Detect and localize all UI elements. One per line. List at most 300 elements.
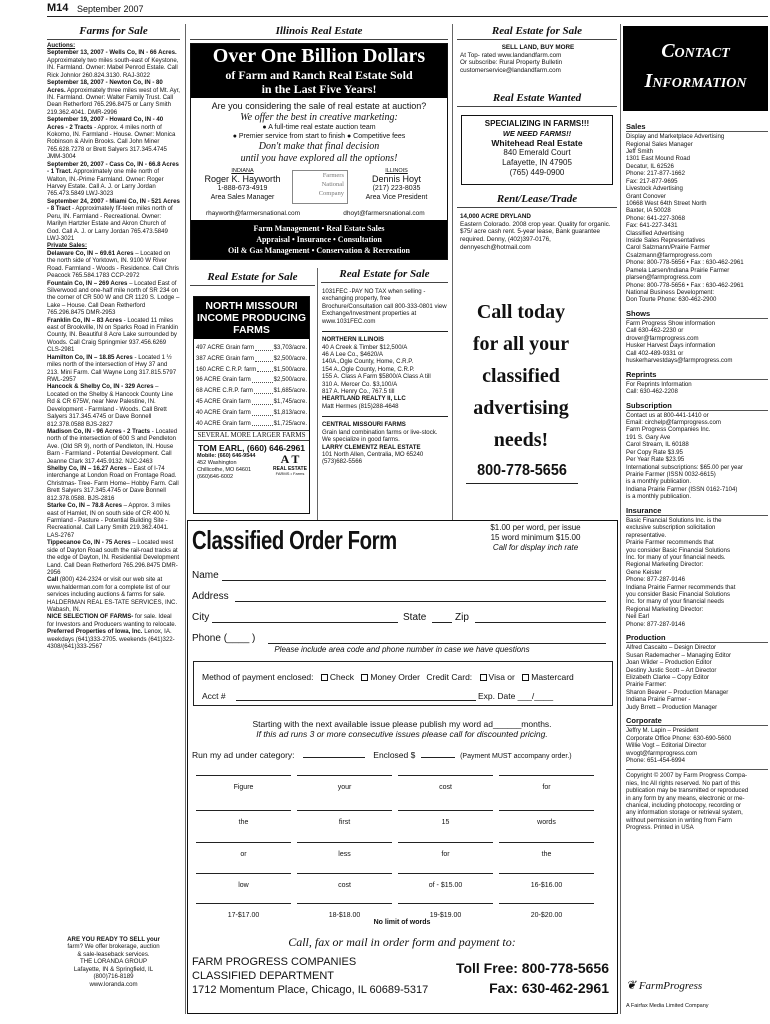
contact-line: drover@farmprogress.com	[626, 334, 699, 342]
ad-footer-line2: Appraisal • Insurance • Consultation	[256, 235, 382, 244]
nmo-farm-label: 96 ACRE Grain farm	[196, 377, 251, 384]
listing-text: – Located west side of Dayton Road south the rail-road tracks at the edge of Dayton, IN. Residential Development Land. Call Dean Retherford 765.296.8475 DMR-2956	[47, 539, 180, 576]
word-grid-line[interactable]	[196, 775, 291, 776]
nmo-farm-label: 40 ACRE Grain farm	[196, 409, 251, 416]
rent-lease-trade-heading: Rent/Lease/Trade	[457, 193, 617, 208]
publish-line2: If this ad runs 3 or more consecutive issues please call for discounted pricing.	[256, 729, 548, 739]
rate-line3: Call for display inch rate	[492, 543, 579, 552]
right-contact	[349, 168, 444, 203]
contact-line: Inc. for many of your financial needs.	[626, 553, 726, 561]
contact-line: Regional Sales Manager	[626, 140, 693, 148]
nmo-mobile: Mobile: (660) 646-9544	[197, 453, 256, 460]
loranda-line: & sale-leaseback services.	[77, 950, 150, 958]
dryland-text: Eastern Colorado. 2008 crop year. Quality for organic. $75/ acre cash rent. 5-year lease, Bank guarantee required. Denny, (402)397-0176, dennyesch@hotmail.com	[460, 220, 611, 251]
word-grid-cell: of - $15.00	[428, 882, 463, 889]
nmo-logo-sub2: FARMS • Farms	[275, 471, 305, 477]
left-email: rhayworth@farmersnational.com	[205, 209, 301, 217]
loranda-line: www.loranda.com	[89, 980, 138, 988]
contact-line: Per Copy Rate $3.95	[626, 448, 683, 456]
phone-label: Phone (____ )	[192, 633, 256, 644]
listing-paragraph	[47, 161, 180, 198]
contact-line: Corporate Office Phone: 630-690-5600	[626, 734, 732, 742]
visa-label: Visa or	[488, 672, 515, 682]
central-missouri-address: 101 North Allen, Centralia, MO 65240	[322, 451, 424, 459]
contact-line: Husker Harvest Days information	[626, 342, 716, 350]
fax-number: Fax: 630-462-2961	[489, 980, 609, 996]
farmers-national-logo	[292, 170, 348, 204]
nmo-farm-price: $1,813/acre.	[273, 409, 307, 416]
mastercard-checkbox[interactable]	[522, 674, 529, 681]
northern-illinois-line: 310 A. Mercer Co. $3,100/A	[322, 380, 398, 388]
order-form-rates	[458, 523, 613, 553]
contact-line: For Reprints Information	[626, 380, 692, 388]
call-line1: Call today	[476, 301, 566, 323]
name-label: Name	[192, 570, 219, 581]
northern-illinois-line: 817 A. Henry Co., 767.5 till	[322, 388, 395, 396]
ad-question: Are you considering the sale of real estate at auction?	[211, 101, 427, 111]
nmo-farm-price: $2,500/acre.	[273, 377, 307, 384]
state-field[interactable]	[432, 622, 452, 623]
contact-line: Per Year Rate $23.95	[626, 456, 685, 464]
nmo-price-list	[194, 339, 309, 429]
check-checkbox[interactable]	[321, 674, 328, 681]
address-field[interactable]	[235, 601, 606, 602]
word-grid-line[interactable]	[297, 873, 392, 874]
contact-line: Baxter, IA 50028	[626, 207, 671, 215]
listing-paragraph	[47, 280, 180, 317]
farmprogress-tagline: A Fairfax Media Limited Company	[626, 1003, 709, 1009]
contact-line: Farm Progress Show information	[626, 319, 716, 327]
listing-lead: Preferred Properties of Iowa, Inc.	[47, 628, 143, 636]
logo-text-2: National	[321, 180, 344, 188]
ad-line3: until you have explored all the options!	[240, 153, 398, 165]
nmo-title-2: INCOME PRODUCING	[196, 312, 307, 324]
left-state: INDIANA	[231, 167, 254, 174]
nmo-price-row	[196, 397, 307, 408]
word-grid-line[interactable]	[398, 903, 493, 904]
nmo-logo	[272, 453, 308, 477]
contact-line: Prairie Farmer:	[626, 681, 667, 689]
nmo-farm-price: $1,745/acre.	[273, 398, 307, 405]
farms-for-sale-heading: Farms for Sale	[47, 25, 180, 40]
word-grid-line[interactable]	[196, 873, 291, 874]
nmo-price-row	[196, 365, 307, 376]
right-email: dhoyt@farmersnational.com	[343, 209, 425, 217]
contact-section-heading: Production	[626, 633, 768, 643]
no-limit-label: No limit of words	[373, 919, 431, 926]
contact-line: Indiana Prairie Farmer -	[626, 696, 691, 704]
word-grid-cell: Figure	[233, 784, 254, 791]
listing-text: Approximately three miles west of Mt. Ayr, IN. Farmland. Owner: Walter Family Trust. Call Dean Retherford 765.296.8475 or Larry Smith 219.362.4041. DMR-2996	[47, 86, 180, 116]
contact-line: Gene Keister	[626, 568, 662, 576]
contact-line: Phone: 877-287-9146	[626, 576, 685, 584]
header-rule	[47, 16, 768, 17]
contact-line: International subscriptions: $65.00 per year	[626, 463, 743, 471]
nmo-farm-label: 68 ACRE C.R.P. farm	[196, 388, 253, 395]
landandfarm-ad	[460, 44, 616, 75]
nmo-dot-leader	[252, 375, 273, 383]
right-phone: (217) 223-8035	[372, 185, 421, 193]
state-label: State	[403, 612, 427, 623]
word-grid-cell: 15	[441, 819, 450, 826]
landandfarm-line4: customerservice@landandfarm.com	[460, 67, 561, 75]
contact-title-1: Contact	[661, 40, 730, 62]
listing-lead: September 13, 2007 - Wells Co, IN - 66 Acres.	[47, 49, 177, 57]
payment-label: Method of payment enclosed:	[202, 672, 314, 682]
left-phone: 1-888-673-4919	[217, 185, 268, 193]
publish-instructions	[190, 719, 614, 739]
contact-section-heading: Insurance	[626, 506, 768, 516]
ad-footer	[191, 220, 447, 259]
listing-paragraph	[47, 465, 180, 502]
mail-addr1: FARM PROGRESS COMPANIES	[192, 956, 357, 968]
listing-paragraph	[47, 628, 180, 650]
contact-line: 1301 East Mound Road	[626, 155, 691, 163]
contact-line: Phone: 800-778-5656 • Fax : 630-462-2961	[626, 281, 744, 289]
contact-line: Willie Vogt – Editorial Director	[626, 742, 707, 750]
nmo-addr2: Chillicothe, MO 64601	[197, 467, 252, 474]
word-grid-line[interactable]	[398, 842, 493, 843]
issue-date: September 2007	[77, 4, 144, 14]
listing-lead: Madison Co, IN - 96 Acres - 2 Tracts	[47, 427, 151, 435]
col3-rule-2	[322, 416, 448, 417]
enclosed-field[interactable]	[421, 757, 455, 758]
contact-line: Carol Stream, IL 60188	[626, 441, 689, 449]
listing-paragraph	[47, 242, 180, 249]
real-estate-sale-heading-3: Real Estate for Sale	[321, 268, 448, 283]
contact-line: Call: 630-462-2208	[626, 388, 678, 396]
nmo-price-row	[196, 386, 307, 397]
word-grid-cell: the	[541, 851, 552, 858]
contact-line: Regional Marketing Director:	[626, 605, 704, 613]
city-field[interactable]	[212, 622, 398, 623]
word-grid-cell: low	[238, 882, 249, 889]
phone-field[interactable]	[268, 643, 606, 644]
contact-line: Fax: 217-877-9695	[626, 177, 678, 185]
word-grid-cell: words	[537, 819, 556, 826]
category-field[interactable]	[303, 757, 365, 758]
farmprogress-logo	[626, 978, 768, 993]
contact-line: 191 S. Gary Ave	[626, 433, 671, 441]
word-grid-line[interactable]	[499, 903, 594, 904]
contact-line: wvogt@farmprogress.com	[626, 749, 698, 757]
word-grid-line[interactable]	[297, 842, 392, 843]
whitehead-line2: WE NEED FARMS!!	[502, 128, 572, 138]
listing-text: - Located north of the intersection of 600 S and Pendleton Ave. (Old SR 9), north of Pendleton, IN. House Barn - Farmland - Potential Development. Call Jeanne Clark 317.445.9132. NJC-2463	[47, 427, 178, 465]
credit-card-label: Credit Card:	[426, 672, 473, 682]
northern-illinois-line: HEARTLAND REALTY II, LLC	[322, 395, 406, 403]
word-grid-cell: 17-$17.00	[227, 912, 260, 919]
listing-lead: September 24, 2007 - Miami Co, IN - 521 Acres - 8 Tract	[47, 197, 180, 213]
word-grid-line[interactable]	[398, 810, 493, 811]
nmo-contact: TOM EARL, (660) 646-2961	[197, 442, 306, 453]
central-missouri-text: Grain land combination farms or live-stock. We specialize in good farms.	[322, 428, 438, 444]
contact-line: Copyright © 2007 by Farm Progress Compa-	[626, 772, 747, 780]
word-grid-line[interactable]	[499, 842, 594, 843]
contact-line: Phone: 641-227-3068	[626, 214, 685, 222]
whitehead-line4: 840 Emerald Court	[503, 148, 571, 158]
landandfarm-line1: SELL LAND, BUY MORE	[501, 44, 575, 51]
nmo-dot-leader	[252, 408, 273, 416]
col-divider-4	[620, 24, 621, 1014]
nmo-price-row	[196, 419, 307, 430]
listing-lead: Call	[47, 576, 59, 584]
northern-illinois-lines	[322, 344, 448, 411]
left-contact	[195, 168, 290, 203]
nmo-dot-leader	[257, 365, 272, 373]
listing-lead: September 19, 2007 - Howard Co, IN - 40 Acres - 2 Tracts	[47, 116, 164, 131]
nmo-fax: (660)646-6002	[197, 474, 234, 481]
word-grid-cell: for	[542, 784, 551, 791]
listing-text: - Located 11 miles east of Brookville, IN on Sparks Road in Franklin County, IN. Beautiful 8 Acre Lake surrounded by Woods. Call Craig Springmier 937.456.6269 CLS-2981	[47, 316, 179, 354]
call-line3: classified	[482, 365, 560, 387]
ad-footer-line3: Oil & Gas Management • Conservation & Recreation	[228, 246, 410, 255]
whitehead-line5: Lafayette, IN 47905	[502, 158, 572, 167]
listing-text: - Approximately fif-teen miles north of Peru, IN. Farmland - Recreational. Owner: Marilyn Hartzler Estate and Akron Church of God. Call A. J. or Larry Jordan 765.473.5849 LWJ-3021	[47, 205, 173, 242]
nmo-dot-leader	[252, 397, 273, 405]
northern-illinois-line: 40 A Creek & Timber $12,500/A	[322, 343, 408, 351]
listing-text: – Approx. 3 miles east of Hamlet, IN on south side of CR 400 N. Farmland - Pasture - Potential Building Site - Recreational. Call Larry Smith 219.362.4041. LAS-2767	[47, 502, 171, 539]
right-state: ILLINOIS	[385, 167, 408, 174]
contact-line: is a monthly publication.	[626, 493, 692, 501]
col3-rule-1	[322, 331, 448, 332]
word-grid-line[interactable]	[196, 842, 291, 843]
contact-line: Don Tourte Phone: 630-462-2900	[626, 296, 717, 304]
contact-line: Indiana Prairie Farmer (ISSN 0162-7104)	[626, 485, 738, 493]
ad-subhead-line1: of Farm and Ranch Real Estate Sold	[225, 68, 413, 82]
contact-line: Susan Rademacher – Managing Editor	[626, 651, 732, 659]
contact-line: Basic Financial Solutions Inc. is the	[626, 516, 722, 524]
call-line2: for all your	[472, 333, 570, 355]
ad-bullet2: ● Premier service from start to finish ● Competitive fees	[232, 132, 406, 140]
loranda-line: THE LORANDA GROUP	[79, 958, 148, 966]
contact-section-heading: Sales	[626, 122, 768, 132]
listing-paragraph	[47, 42, 180, 49]
northern-illinois-line: 46 A Lee Co., $4620/A	[322, 350, 383, 358]
right-role: Area Vice President	[365, 193, 428, 201]
word-grid-cell: cost	[338, 882, 351, 889]
contact-line: exclusive subscription solicitation	[626, 524, 716, 532]
listing-lead: September 18, 2007 - Newton Co, IN - 80 Acres.	[47, 79, 163, 94]
central-missouri-title: CENTRAL MISSOURI FARMS	[322, 421, 406, 429]
contact-line: Jeffry M. Lapin – President	[626, 727, 699, 735]
contact-line: Phone: 877-287-9146	[626, 620, 685, 628]
contact-line: Csalzmann@farmprogress.com	[626, 251, 712, 259]
word-grid-line[interactable]	[398, 873, 493, 874]
word-grid-cell: your	[337, 784, 352, 791]
listing-text: – East of I-74 interchange at London Road on Frontage Road. Christmas- Tree- Farm Home– Hobby Farm. Call Brett Salyers 317.345.4745 or Dave Bonnell 812.378.0588. BJS-2816	[47, 465, 179, 502]
nmo-farm-price: $1,685/acre.	[273, 388, 307, 395]
northern-illinois-line: Matt Hermes (815)288-4648	[322, 402, 399, 410]
listing-lead: NICE SELECTION OF FARMS-	[47, 613, 134, 621]
contact-line: Classified Advertising	[626, 229, 684, 237]
listing-lead: Franklin Co, IN – 83 Acres	[47, 316, 122, 324]
listing-paragraph	[47, 116, 180, 161]
ad-headline: Over One Billion Dollars	[191, 44, 447, 68]
word-grid-line[interactable]	[398, 775, 493, 776]
illinois-heading: Illinois Real Estate	[190, 25, 448, 40]
word-grid-line[interactable]	[499, 810, 594, 811]
listing-text: for sale. Ideal for Investors and Producers wanting to relocate.	[47, 613, 177, 628]
acct-label: Acct #	[202, 691, 226, 701]
exp-date[interactable]: Exp. Date ___/____	[478, 691, 554, 701]
nmo-farm-label: 45 ACRE Grain farm	[196, 398, 251, 405]
address-label: Address	[192, 591, 229, 602]
left-name: Roger K. Hayworth	[204, 174, 281, 185]
northern-illinois-line: 140A.,Ogle County, Home, C.R.P.	[322, 358, 414, 366]
name-field[interactable]	[222, 580, 606, 581]
page-number: M14	[47, 2, 69, 14]
contact-line: Call 630-462-2230 or	[626, 327, 684, 335]
contact-line: Call 402-489-9331 or	[626, 349, 684, 357]
nmo-farm-price: $1,725/acre.	[273, 420, 307, 427]
contact-line: huskerharvestdays@farmprogress.com	[626, 357, 733, 365]
contact-line: Inc. for many of your financial needs	[626, 598, 724, 606]
visa-checkbox[interactable]	[480, 674, 487, 681]
nmo-price-row	[196, 408, 307, 419]
word-grid-line[interactable]	[499, 873, 594, 874]
word-grid-line[interactable]	[196, 810, 291, 811]
word-grid-cell: first	[338, 819, 351, 826]
money-order-checkbox[interactable]	[361, 674, 368, 681]
landandfarm-line2: At Top- rated www.landandfarm.com	[460, 51, 562, 59]
ad-line1: We offer the best in creative marketing:	[240, 111, 398, 123]
real-estate-wanted-heading: Real Estate Wanted	[457, 92, 617, 107]
listing-paragraph	[47, 613, 180, 628]
contact-line: Phone: 651-454-6994	[626, 756, 685, 764]
dryland-ad	[460, 213, 616, 251]
contact-line: Farm Progress Companies Inc.	[626, 426, 711, 434]
call-line4: advertising	[473, 397, 569, 419]
word-grid-cell: or	[240, 851, 247, 858]
contact-line: Neil Earl	[626, 613, 650, 621]
money-order-label: Money Order	[370, 672, 420, 682]
rate-line1: $1.00 per word, per issue	[490, 523, 581, 532]
category-label: Run my ad under category:	[192, 750, 295, 760]
listing-text: (800) 424-2324 or visit our web site at www.halderman.com for a complete list of our services including auctions & farms for sale. HALDERMAN REAL ES-TATE SERVICES, INC. Wabash, IN.	[47, 576, 178, 614]
contact-line: Decatur, IL 62526	[626, 162, 674, 170]
ad-subhead	[191, 68, 447, 98]
contact-line: Progress. Printed in USA	[626, 824, 694, 832]
nmo-address	[197, 453, 255, 481]
city-label: City	[192, 612, 210, 623]
mail-addr3: 1712 Momentum Place, Chicago, IL 60689-5317	[192, 984, 429, 996]
contact-line: 10668 West 64th Street North	[626, 199, 707, 207]
contact-section-heading: Subscription	[626, 401, 768, 411]
word-grid-line[interactable]	[499, 775, 594, 776]
contact-line: Contact us at 800-441-1410 or	[626, 411, 709, 419]
listing-lead: Delaware Co, IN – 69.61 Acres	[47, 249, 134, 257]
listing-paragraph	[47, 428, 180, 465]
listing-text: – Located on the Shelby & Hancock County Line Rd & CR 675W, near New Palestine, IN. Development - Farmland - Woods. Call Brett Salyers 317.345.4745 or Dave Bonnell 812.378.0588 BJS-2827	[47, 383, 174, 428]
listing-lead: September 20, 2007 - Cass Co, IN - 66.8 Acres - 1 Tract.	[47, 160, 179, 176]
nmo-title	[194, 297, 309, 339]
call-line5: needs!	[493, 429, 549, 451]
contact-line: Regional Marketing Director:	[626, 561, 704, 569]
listing-paragraph	[47, 79, 180, 116]
listing-paragraph	[47, 317, 180, 354]
contact-line: Phone: 217-877-1662	[626, 170, 685, 178]
word-grid-line[interactable]	[297, 903, 392, 904]
contact-line: nies, Inc All rights reserved. No part of this	[626, 779, 741, 787]
toll-free-number: Toll Free: 800-778-5656	[455, 960, 609, 976]
right-name: Dennis Hoyt	[371, 174, 422, 185]
whitehead-line1: SPECIALIZING IN FARMS!!!	[484, 119, 590, 128]
contact-line: Livestock Advertising	[626, 185, 683, 193]
contact-line: Grant Conover	[626, 192, 666, 200]
listing-text: Approximately two miles south-east of Keystone, IN. Farmland. Owner: Mabel Penrod Estate. Call Rick Johnlor 260.824.3130. RAJ-3022	[47, 56, 179, 79]
listing-lead: Private Sales:	[47, 242, 87, 250]
zip-field[interactable]	[475, 622, 606, 623]
contact-section-heading: Shows	[626, 309, 768, 319]
publish-line1: Starting with the next available issue please publish my word ad______months.	[252, 719, 552, 729]
contact-line: chanical, including photocopy, recording or	[626, 802, 742, 810]
contact-line: Sharon Beaver – Production Manager	[626, 688, 729, 696]
logo-text-1: Farmers	[322, 171, 344, 179]
word-grid-line[interactable]	[196, 903, 291, 904]
contact-line: Fax: 641-227-3431	[626, 222, 678, 230]
nmo-price-row	[196, 343, 307, 354]
loranda-line: (800)716-8189	[93, 973, 134, 981]
whitehead-line6: (765) 449-0900	[509, 167, 565, 177]
loranda-line: ARE YOU READY TO SELL your	[67, 936, 160, 943]
listing-text: - Located 1 ½ miles north of the intersection of Hwy 37 and 213. Mini Farm. Call Wayne Long 317.815.5797 RWL-2957	[47, 353, 177, 383]
contact-section-heading: Reprints	[626, 370, 768, 380]
contact-line: publication may be transmitted or reproduced	[626, 787, 749, 795]
listing-lead: Starke Co, IN – 78.8 Acres	[47, 502, 122, 510]
mastercard-label: Mastercard	[531, 672, 574, 682]
col3-listings	[322, 288, 448, 466]
word-grid-cell: the	[238, 819, 249, 826]
call-phone: 800-778-5656	[477, 462, 567, 479]
contact-section-heading: Corporate	[626, 716, 768, 726]
farmprogress-logo-glyph: ❦	[626, 978, 637, 992]
ad-footer-line1: Farm Management • Real Estate Sales	[253, 224, 385, 233]
listing-text: Lenox, IA. weekdays (641)333-2705. weekends (641)322-4308/(641)333-2567	[47, 628, 175, 651]
dryland-lead: 14,000 ACRE DRYLAND	[460, 213, 531, 220]
category-row	[192, 750, 572, 762]
word-grid-line[interactable]	[297, 810, 392, 811]
contact-line: Pamela Larsen/Indiana Prairie Farmer	[626, 266, 730, 274]
check-label: Check	[329, 672, 354, 682]
enclosed-label: Enclosed $	[373, 750, 416, 760]
nmo-title-3: FARMS	[233, 324, 270, 336]
word-grid-cell: 19-$19.00	[429, 912, 462, 919]
nmo-price-row	[196, 354, 307, 365]
word-grid-cell: 20-$20.00	[530, 912, 563, 919]
ad-line2: Don't make that final decision	[258, 141, 380, 153]
nmo-dot-leader	[252, 419, 273, 427]
ad-contacts	[191, 168, 447, 228]
contact-line: representative.	[626, 531, 667, 539]
logo-text-3: Company	[318, 189, 344, 197]
listing-lead: Hamilton Co, IN – 18.85 Acres	[47, 353, 133, 361]
payment-row	[202, 672, 574, 682]
contact-section-rule	[626, 769, 768, 770]
farmprogress-brand: FarmProgress	[638, 980, 703, 992]
nmo-farm-price: $1,500/acre.	[273, 366, 307, 373]
nmo-dot-leader	[255, 354, 273, 362]
contact-title-2: Information	[644, 70, 747, 92]
nmo-farm-price: $2,500/acre.	[273, 355, 307, 362]
nmo-farm-label: 387 ACRE Grain farm	[196, 355, 255, 362]
listing-paragraph	[47, 198, 180, 243]
central-missouri-name: LARRY CLEMENTZ REAL ESTATE	[322, 443, 421, 451]
acct-field[interactable]	[236, 700, 476, 701]
word-grid-line[interactable]	[297, 775, 392, 776]
mail-addr2: CLASSIFIED DEPARTMENT	[192, 970, 335, 982]
loranda-line: Lafayette, IN & Springfield, IL	[73, 965, 154, 973]
